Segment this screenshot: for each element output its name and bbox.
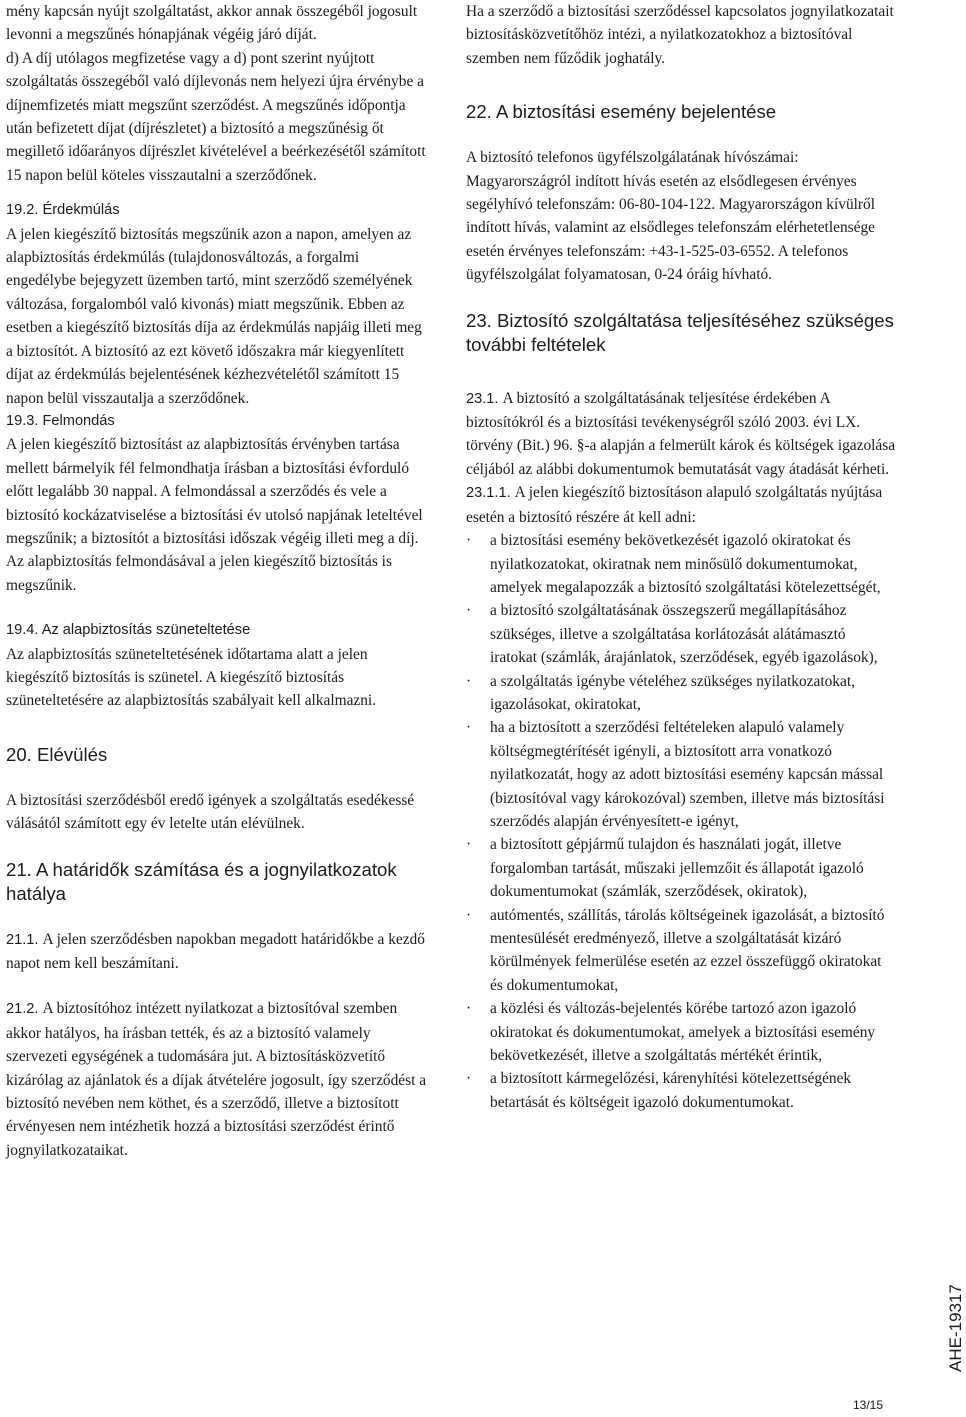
section-21-2-text: A biztosítóhoz intézett nyilatkozat a biztosítóval szemben akkor hatályos, ha írásban tették, és az a biztosító valamely szervezeti egységének a tudomására jut. A biztosításközvetítő kizárólag az ajánlatok és a díjak átvételére jogosult, így szerződést a biztosító nevében nem köthet, és a szerződő, illetve a biztosított érvényesen nem intézhetik hozzá a biztosítási szerződést érintő jognyilatkozataikat. [6, 1000, 427, 1159]
section-19-4-title: 19.4. Az alapbiztosítás szüneteltetése [6, 622, 251, 639]
section-21-1-number: 21.1. [6, 931, 39, 948]
list-item [466, 529, 896, 599]
section-23-1-1 [466, 481, 896, 529]
list-item-text: a biztosító szolgáltatásának összegszerű megállapításához szükséges, illetve a szolgáltatása korlátozását alátámasztó iratokat (számlák, árajánlatok, szerződések, egyéb igazolások), [490, 602, 878, 667]
bullet-mark: · [466, 532, 472, 550]
section-20-title: 20. Elévülés [6, 743, 108, 765]
list-item [466, 599, 896, 669]
bullet-mark: · [466, 672, 472, 690]
list-item [466, 1067, 896, 1114]
section-23-1-number: 23.1. [466, 390, 499, 407]
section-19-3-title: 19.3. Felmondás [6, 412, 115, 429]
list-item-text: a biztosított gépjármű tulajdon és használati jogát, illetve forgalomban tartását, műszaki jellemzőit és állapotát igazoló dokumentumokat (számlák, szerződések, okiratok), [490, 836, 864, 901]
bullet-mark: · [466, 1070, 472, 1088]
list-item-text: a biztosítási esemény bekövetkezését igazoló okiratokat és nyilatkozatokat, okiratnak nem minősülő dokumentumokat, amelyek megalapozzák a biztosító szolgáltatási kötelezettségét, [490, 532, 881, 596]
bullet-mark: · [466, 602, 472, 620]
right-column [466, 0, 896, 1114]
list-item [466, 833, 896, 903]
section-20-text: A biztosítási szerződésből eredő igények a szolgáltatás esedékessé válásától számított egy év letelte után elévülnek. [6, 791, 415, 833]
section-19-2-text: A jelen kiegészítő biztosítás megszűnik azon a napon, amelyen az alapbiztosítás érdekmúlás (tulajdonosváltozás, a forgalmi engedélybe bejegyzett üzemben tartó, mint szerződő személyének változása, forgalomból való kivonás) miatt megszűnik. Ebben az esetben a kiegészítő biztosítás díja az érdekmúlás napjáig illeti meg a biztosítót. A biztosító az ezt követő időszakra már kiegyenlített díjat az érdekmúlás bejelentésének kézhezvételétől számított 15 napon belül visszautalja a szerződőnek. [6, 225, 422, 407]
bullet-mark: · [466, 836, 472, 854]
section-23-1-1-text: A jelen kiegészítő biztosításon alapuló szolgáltatás nyújtása esetén a biztosító részére át kell adni: [466, 484, 883, 526]
document-list [466, 529, 896, 1114]
section-22-text: A biztosító telefonos ügyfélszolgálatának hívószámai: Magyarországról indított hívás esetén az elsődlegesen érvényes segélyhívó telefonszám: 06-80-104-122. Magyarországon kívülről indított hívás, valamint az elsődleges telefonszám elérhetetlensége esetén érvényes telefonszám: +43-1-525-03-6552. A telefonos ügyfélszolgálat folyamatosan, 0-24 óráig hívható. [466, 149, 876, 284]
list-item-text: a biztosított kármegelőzési, kárenyhítési kötelezettségének betartását és költségeit igazoló dokumentumokat. [490, 1070, 852, 1111]
section-22-title: 22. A biztosítási esemény bejelentése [466, 101, 777, 123]
list-item [466, 670, 896, 717]
left-column [6, 0, 428, 1162]
list-item-text: a szolgáltatás igénybe vételéhez szükséges nyilatkozatokat, igazolásokat, okiratokat, [490, 672, 855, 713]
bullet-mark: · [466, 1000, 472, 1018]
paragraph: mény kapcsán nyújt szolgáltatást, akkor annak összegéből jogosult levonni a megszűnés hónapjának végéig járó díját. [6, 3, 418, 44]
list-item [466, 997, 896, 1067]
document-code: AHE-19317 [946, 1284, 965, 1372]
list-item [466, 716, 896, 833]
list-item-text: a közlési és változás-bejelentés körébe tartozó azon igazoló okiratokat és dokumentumokat, amelyek a biztosítási esemény bekövetkezését, illetve a szolgáltatás mértékét érintik, [490, 1000, 876, 1065]
bullet-mark: · [466, 906, 472, 924]
section-21-2 [6, 997, 428, 1162]
list-item-text: autómentés, szállítás, tárolás költségeinek igazolását, a biztosító mentesülését eredményező, illetve a szolgáltatását kizáró körülmények felmerülése esetén az ezzel összefüggő okiratokat és dokumentumokat, [490, 906, 885, 994]
page-number: 13/15 [853, 1398, 884, 1412]
section-21-1 [6, 928, 428, 976]
section-19-2-title: 19.2. Érdekmúlás [6, 202, 120, 219]
section-21-2-number: 21.2. [6, 1001, 39, 1018]
paragraph: Ha a szerződő a biztosítási szerződéssel kapcsolatos jognyilatkozatait biztosításközvetítőhöz intézi, a nyilatkozatokhoz a biztosítóval szemben nem fűződik joghatály. [466, 3, 894, 67]
list-item [466, 904, 896, 998]
section-21-title: 21. A határidők számítása és a jognyilatkozatok hatálya [6, 858, 397, 904]
section-19-3-text: A jelen kiegészítő biztosítást az alapbiztosítás érvényben tartása mellett bármelyik fél felmondhatja írásban a biztosítási évforduló előtt legalább 30 nappal. A felmondással a szerződés és vele a biztosító kockázatviselése a biztosítási év utolsó napjának leteltével megszűnik; a biztosítót a biztosítási időszak végéig illeti meg a díj. Az alapbiztosítás felmondásával a jelen kiegészítő biztosítás is megszűnik. [6, 436, 423, 594]
section-23-1 [466, 387, 896, 482]
section-23-1-text: A biztosító a szolgáltatásának teljesítése érdekében A biztosítókról és a biztosítási tevékenységről szóló 2003. évi LX. törvény (Bit.) 96. §-a alapján a felmerült károk és költségek igazolása céljából az alábbi dokumentumok bemutatását vagy átadását kérheti. [466, 389, 896, 478]
list-item-text: ha a biztosított a szerződési feltételeken alapuló valamely költségmegtérítését igényli, a biztosított arra vonatkozó nyilatkozatát, hogy az adott biztosítási esemény kapcsán mással (biztosítóval vagy károkozóval) szemben, illetve más biztosítási szerződés alapján érvényesített-e igényt, [490, 719, 885, 830]
paragraph-d: d) A díj utólagos megfizetése vagy a d) pont szerint nyújtott szolgáltatás összegéből való díjlevonás nem helyezi újra érvénybe a díjnemfizetés miatt megszűnt szerződést. A megszűnés időpontja után befizetett díjat (díjrészletet) a biztosító a megszűnésig őt megillető időarányos díjrészlet kivételével a beérkezésétől számított 15 napon belül köteles visszautalni a szerződőnek. [6, 49, 426, 184]
section-19-4-text: Az alapbiztosítás szüneteltetésének időtartama alatt a jelen kiegészítő biztosítás is szünetel. A kiegészítő biztosítás szüneteltetésére az alapbiztosítás szabályait kell alkalmazni. [6, 645, 377, 710]
bullet-mark: · [466, 719, 472, 737]
section-23-title: 23. Biztosító szolgáltatása teljesítéséhez szükséges további feltételek [466, 309, 894, 355]
section-23-1-1-number: 23.1.1. [466, 485, 511, 502]
section-21-1-text: A jelen szerződésben napokban megadott határidőkbe a kezdő napot nem kell beszámítani. [6, 930, 425, 972]
